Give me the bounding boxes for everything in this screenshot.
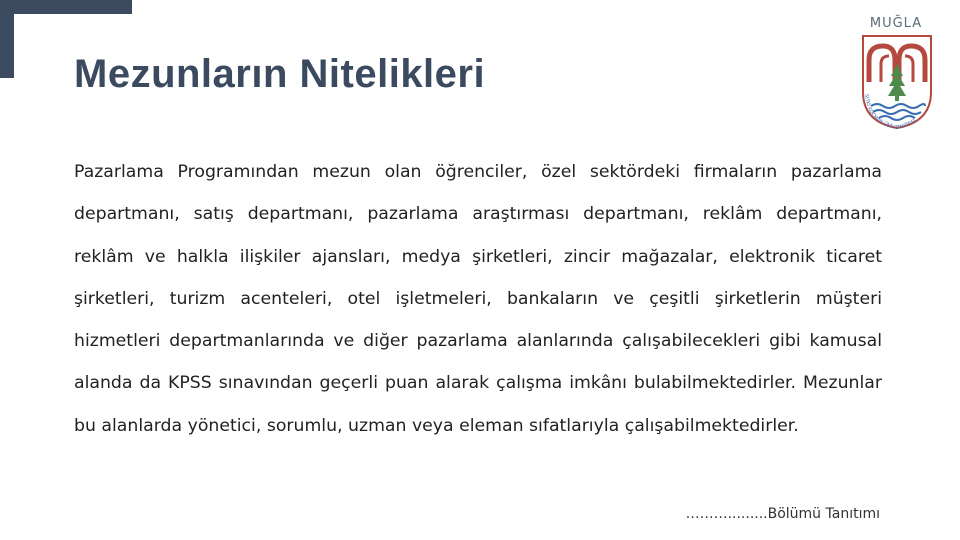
university-logo [855,16,937,132]
corner-accent-horizontal [0,0,132,14]
footer-caption: ……….........Bölümü Tanıtımı [685,506,880,522]
body-paragraph: Pazarlama Programından mezun olan öğrenciler, özel sektördeki firmaların pazarlama departmanı, satış departmanı, pazarlama araştırması departmanı, reklâm departmanı, reklâm ve halkla ilişkiler ajansları, medya şirketleri, zincir mağazalar, elektronik ticaret şirketleri, turizm acenteleri, otel işletmeleri, bankaların ve çeşitli şirketlerin müşteri hizmetleri departmanlarında ve diğer pazarlama alanlarında çalışabilecekleri gibi kamusal alanda da KPSS sınavından geçerli puan alarak çalışma imkânı bulabilmektedirler. Mezunlar bu alanlarda yönetici, sorumlu, uzman veya eleman sıfatlarıyla çalışabilmektedirler. [74,162,882,436]
logo-ring-text: SITKI KOÇMAN ÜNİVERSİTESİ [862,93,918,130]
slide-title: Mezunların Nitelikleri [74,52,486,96]
logo-emblem-icon [861,34,933,130]
logo-name: MUĞLA [869,16,923,31]
